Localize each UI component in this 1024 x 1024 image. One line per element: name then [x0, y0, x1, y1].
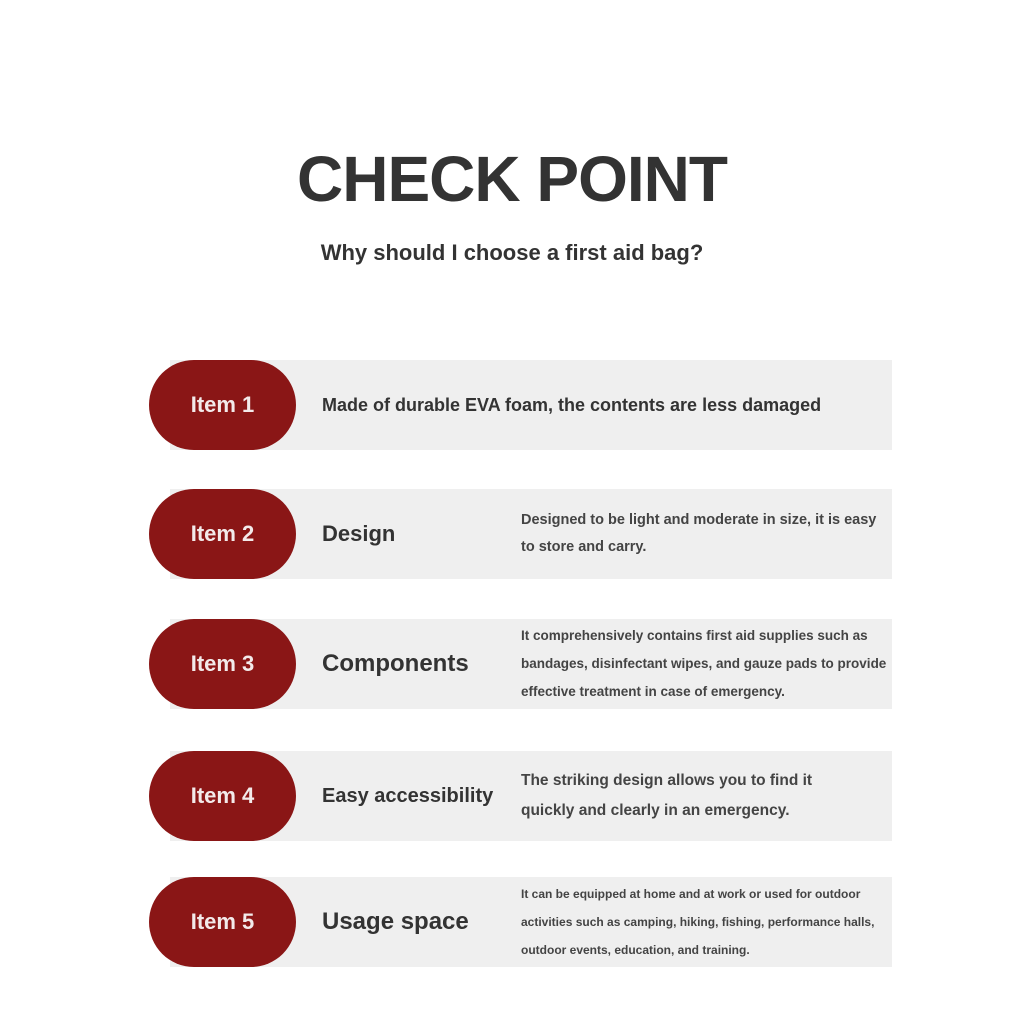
item-label: Design	[322, 521, 396, 546]
page-subtitle: Why should I choose a first aid bag?	[320, 240, 704, 265]
item-description: It comprehensively contains first aid supplies such as bandages, disinfectant wipes, and gauze pads to provide effective treatment in case of emergency.	[521, 628, 887, 699]
item-label: Easy accessibility	[322, 784, 494, 807]
checkpoint-row-1	[170, 360, 892, 450]
checkpoint-row-4	[170, 751, 892, 841]
item-badge: Item 1	[149, 360, 296, 450]
item-description: The striking design allows you to find it quickly and clearly in an emergency.	[521, 772, 813, 819]
item-description: Designed to be light and moderate in size, it is easy to store and carry.	[521, 512, 877, 555]
item-badge: Item 4	[149, 751, 296, 841]
item-label: Made of durable EVA foam, the contents are less damaged	[322, 394, 822, 415]
item-badge: Item 5	[149, 877, 296, 967]
item-description: It can be equipped at home and at work or used for outdoor activities such as camping, hiking, fishing, performance halls, outdoor events, education, and training.	[521, 887, 875, 957]
checkpoint-row-2	[170, 489, 892, 579]
item-label: Components	[322, 650, 469, 677]
checkpoint-row-5	[170, 877, 892, 967]
item-label: Usage space	[322, 908, 469, 935]
page-title: CHECK POINT	[297, 143, 727, 215]
item-badge: Item 3	[149, 619, 296, 709]
checkpoint-row-3	[170, 619, 892, 709]
item-badge: Item 2	[149, 489, 296, 579]
